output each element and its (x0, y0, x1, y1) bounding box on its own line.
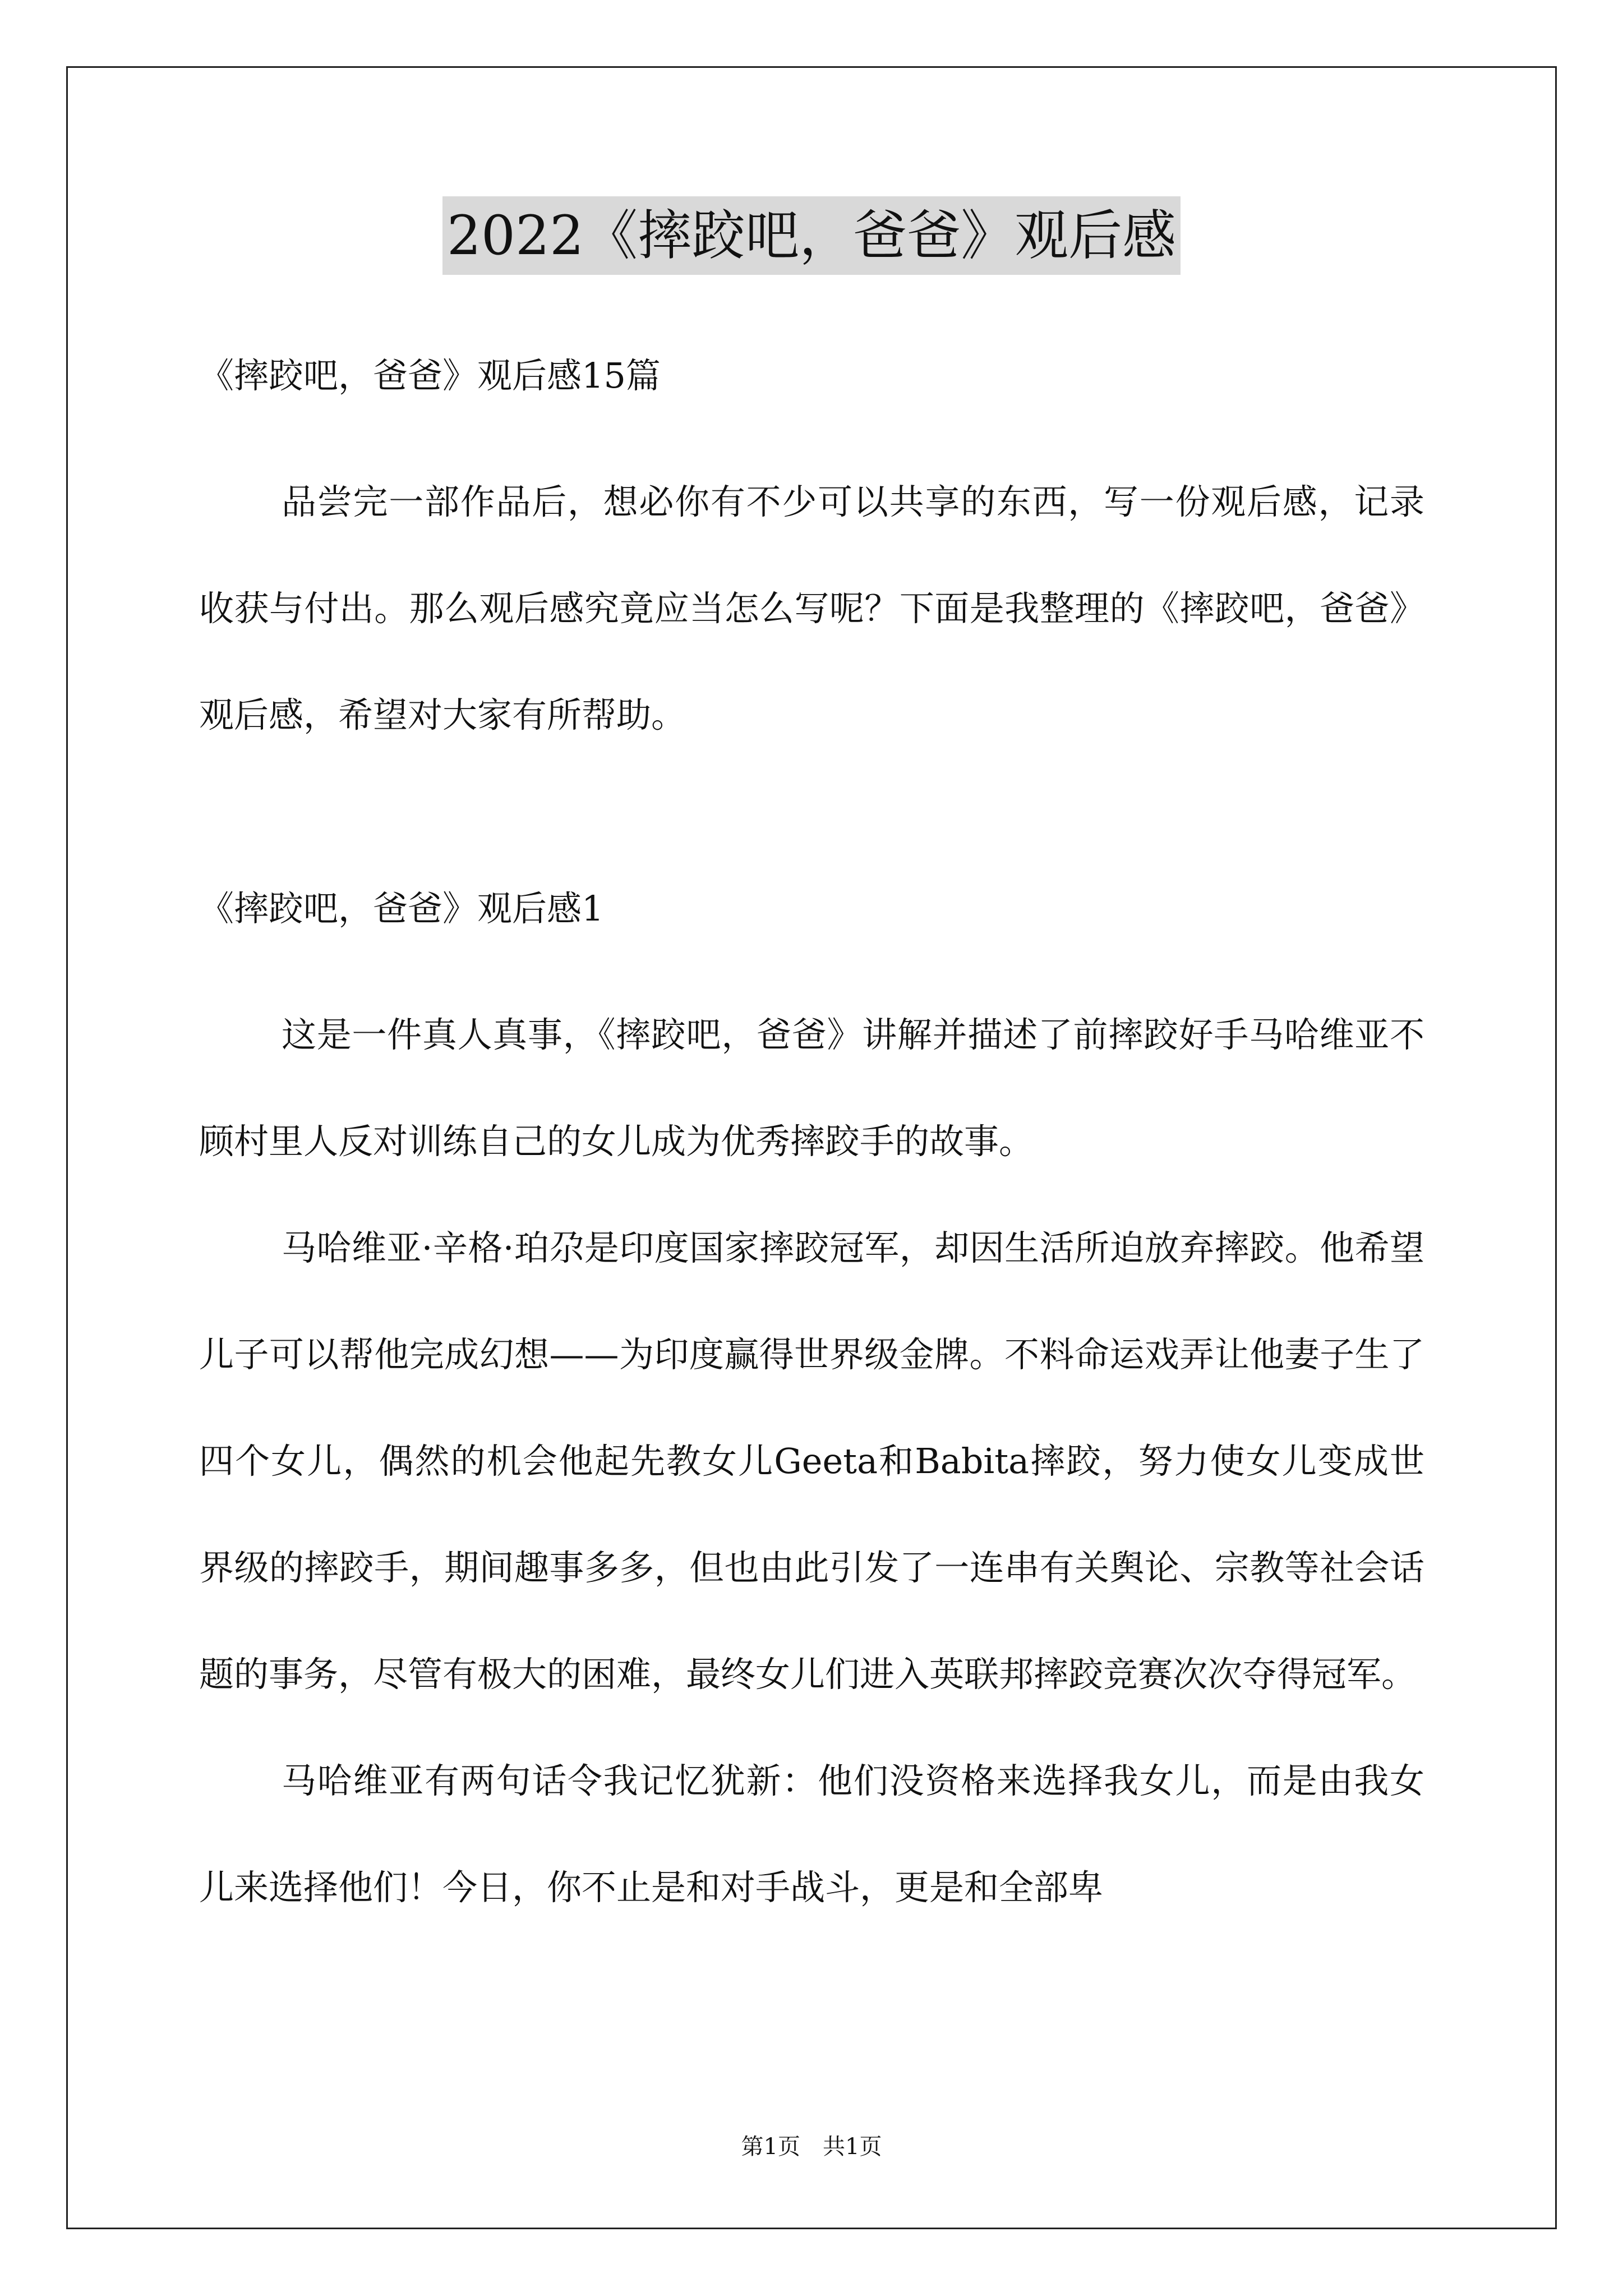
spacer (199, 409, 1424, 449)
document-subtitle: 《摔跤吧，爸爸》观后感15篇 (199, 355, 661, 396)
intro-paragraph: 品尝完一部作品后，想必你有不少可以共享的东西，写一份观后感，记录收获与付出。那么观后感究竟应当怎么写呢？下面是我整理的《摔跤吧，爸爸》观后感，希望对大家有所帮助。 (199, 481, 1424, 735)
body-paragraph: 这是一件真人真事，《摔跤吧，爸爸》讲解并描述了前摔跤好手马哈维亚不顾村里人反对训练自己的女儿成为优秀摔跤手的故事。 (199, 1014, 1424, 1162)
section-heading: 《摔跤吧，爸爸》观后感1 (199, 888, 604, 929)
spacer (199, 769, 1424, 875)
spacer (199, 942, 1424, 982)
document-title: 2022《摔跤吧，爸爸》观后感 (442, 196, 1181, 275)
body-paragraph: 马哈维亚有两句话令我记忆犹新：他们没资格来选择我女儿，而是由我女儿来选择他们！今日，你不止是和对手战斗，更是和全部卑 (199, 1760, 1424, 1908)
body-paragraph: 马哈维亚·辛格·珀尕是印度国家摔跤冠军，却因生活所迫放弃摔跤。他希望儿子可以帮他完成幻想——为印度赢得世界级金牌。不料命运戏弄让他妻子生了四个女儿，偶然的机会他起先教女儿Geeta和Babita摔跤，努力使女儿变成世界级的摔跤手，期间趣事多多，但也由此引发了一连串有关舆论、宗教等社会话题的事务，尽管有极大的困难，最终女儿们进入英联邦摔跤竞赛次次夺得冠军。 (199, 1227, 1424, 1695)
page-footer: 第1页 共1页 (741, 2134, 882, 2160)
document-body (199, 342, 1424, 1941)
title-container (0, 196, 1623, 275)
